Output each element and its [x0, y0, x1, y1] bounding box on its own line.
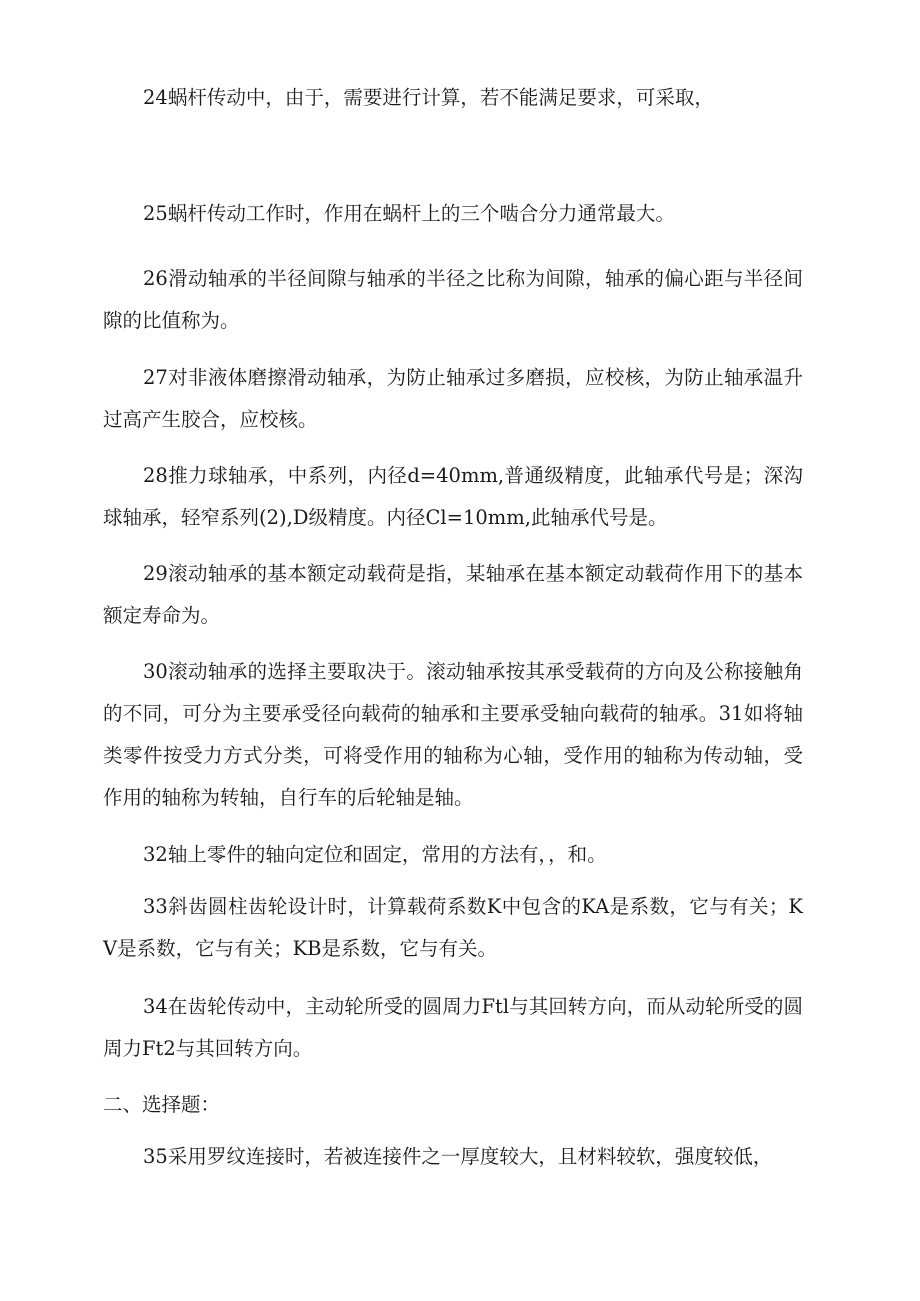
question-30-31: 30滚动轴承的选择主要取决于。滚动轴承按其承受载荷的方向及公称接触角的不同，可分为主要承受径向载荷的轴承和主要承受轴向载荷的轴承。31如将轴类零件按受力方式分类，可将受作用的轴称为心轴，受作用的轴称为传动轴，受作用的轴称为转轴，自行车的后轮轴是轴。 — [103, 660, 803, 809]
section-heading: 二、选择题： — [103, 1093, 221, 1116]
question-28: 28推力球轴承，中系列，内径d=40mm,普通级精度，此轴承代号是；深沟球轴承，轻窄系列(2),D级精度。内径Cl=10mm,此轴承代号是。 — [103, 464, 803, 529]
question-29: 29滚动轴承的基本额定动载荷是指，某轴承在基本额定动载荷作用下的基本额定寿命为。 — [103, 562, 803, 627]
question-32: 32轴上零件的轴向定位和固定，常用的方法有，，和。 — [143, 843, 607, 866]
question-35: 35采用罗纹连接时，若被连接件之一厚度较大，且材料较软，强度较低， — [143, 1145, 773, 1168]
question-34: 34在齿轮传动中，主动轮所受的圆周力Ftl与其回转方向，而从动轮所受的圆周力Ft2与其回转方向。 — [103, 995, 803, 1060]
question-27: 27对非液体磨擦滑动轴承，为防止轴承过多磨损，应校核，为防止轴承温升过高产生胶合，应校核。 — [103, 366, 803, 431]
question-26: 26滑动轴承的半径间隙与轴承的半径之比称为间隙，轴承的偏心距与半径间隙的比值称为。 — [103, 267, 803, 332]
question-25: 25蜗杆传动工作时，作用在蜗杆上的三个啮合分力通常最大。 — [143, 202, 675, 225]
question-24: 24蜗杆传动中，由于，需要进行计算，若不能满足要求，可采取， — [143, 86, 714, 109]
question-33: 33斜齿圆柱齿轮设计时，计算载荷系数K中包含的KA是系数，它与有关；KV是系数，它与有关；KB是系数，它与有关。 — [103, 895, 803, 960]
